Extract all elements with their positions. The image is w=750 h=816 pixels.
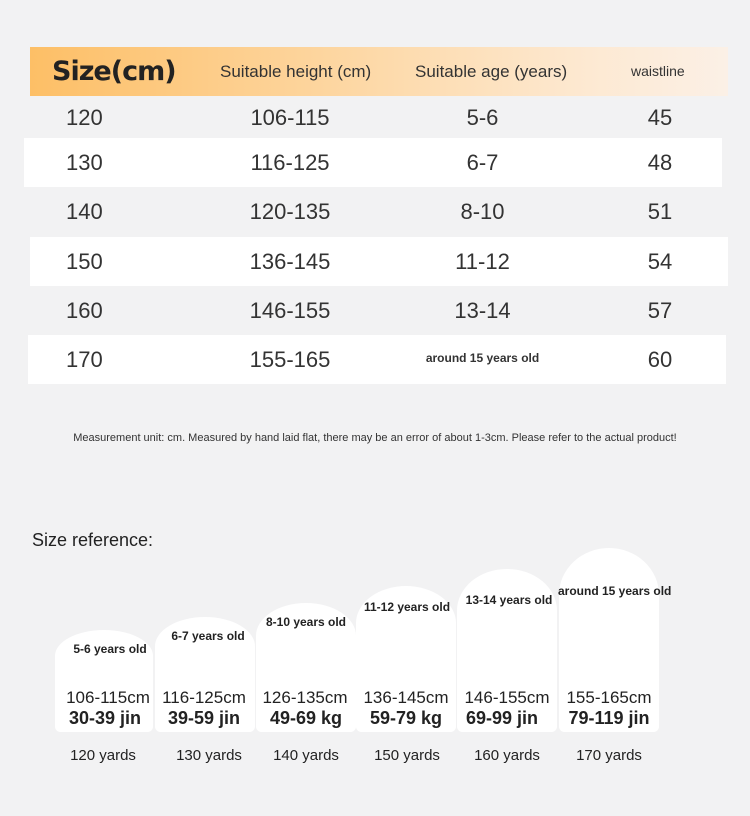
reference-weight: 30-39 jin bbox=[68, 708, 142, 728]
cell-age: 8-10 bbox=[460, 199, 505, 224]
reference-age: 11-12 years old bbox=[363, 600, 451, 614]
reference-age: 5-6 years old bbox=[73, 642, 147, 656]
reference-weight: 39-59 jin bbox=[167, 708, 241, 728]
reference-size-label: 140 yards bbox=[273, 747, 339, 764]
cell-waist: 45 bbox=[647, 105, 673, 130]
cell-age: around 15 years old bbox=[425, 351, 540, 365]
reference-weight: 59-79 kg bbox=[369, 708, 443, 728]
table-row bbox=[24, 138, 722, 187]
table-row bbox=[30, 187, 728, 236]
cell-size: 140 bbox=[66, 199, 103, 224]
cell-waist: 51 bbox=[647, 199, 673, 224]
cell-size: 160 bbox=[66, 298, 103, 323]
cell-size: 130 bbox=[66, 150, 103, 175]
reference-size-label: 130 yards bbox=[176, 747, 242, 764]
table-header bbox=[30, 47, 728, 96]
reference-weight: 79-119 jin bbox=[568, 708, 650, 728]
table-row bbox=[30, 93, 728, 142]
reference-height: 106-115cm bbox=[66, 688, 150, 707]
header-waist: waistline bbox=[631, 63, 685, 79]
cell-age: 5-6 bbox=[466, 105, 499, 130]
reference-height: 116-125cm bbox=[162, 688, 246, 707]
reference-size-label: 170 yards bbox=[576, 747, 642, 764]
cell-size: 150 bbox=[66, 249, 103, 274]
header-height: Suitable height (cm) bbox=[220, 62, 372, 81]
measurement-note: Measurement unit: cm. Measured by hand laid flat, there may be an error of about 1-3cm. Please refer to the actual product! bbox=[73, 432, 677, 444]
reference-age: around 15 years old bbox=[558, 584, 672, 598]
table-row bbox=[30, 237, 728, 286]
reference-height: 155-165cm bbox=[566, 688, 652, 707]
cell-age: 11-12 bbox=[455, 249, 510, 274]
table-row bbox=[30, 286, 728, 335]
cell-height: 116-125 bbox=[250, 150, 330, 175]
reference-age: 8-10 years old bbox=[265, 615, 347, 629]
reference-height: 126-135cm bbox=[262, 688, 348, 707]
cell-age: 13-14 bbox=[454, 298, 511, 323]
header-age: Suitable age (years) bbox=[415, 62, 568, 81]
size-reference-title: Size reference: bbox=[32, 530, 154, 550]
reference-height: 146-155cm bbox=[464, 688, 550, 707]
header-size: Size(cm) bbox=[52, 56, 176, 87]
cell-size: 120 bbox=[66, 105, 103, 130]
cell-size: 170 bbox=[66, 347, 103, 372]
size-table bbox=[30, 47, 728, 96]
reference-size-label: 120 yards bbox=[70, 747, 136, 764]
cell-height: 155-165 bbox=[249, 347, 331, 372]
cell-height: 136-145 bbox=[249, 249, 331, 274]
reference-height: 136-145cm bbox=[363, 688, 449, 707]
reference-size-label: 160 yards bbox=[474, 747, 540, 764]
reference-age: 13-14 years old bbox=[465, 593, 553, 607]
cell-height: 106-115 bbox=[250, 105, 330, 130]
cell-height: 120-135 bbox=[249, 199, 331, 224]
reference-weight: 49-69 kg bbox=[269, 708, 343, 728]
reference-size-label: 150 yards bbox=[374, 747, 440, 764]
cell-waist: 54 bbox=[647, 249, 673, 274]
cell-waist: 57 bbox=[647, 298, 673, 323]
reference-weight: 69-99 jin bbox=[465, 708, 539, 728]
table-row bbox=[28, 335, 726, 384]
cell-age: 6-7 bbox=[466, 150, 499, 175]
reference-age: 6-7 years old bbox=[171, 629, 245, 643]
cell-height: 146-155 bbox=[249, 298, 331, 323]
cell-waist: 60 bbox=[647, 347, 673, 372]
cell-waist: 48 bbox=[647, 150, 673, 175]
